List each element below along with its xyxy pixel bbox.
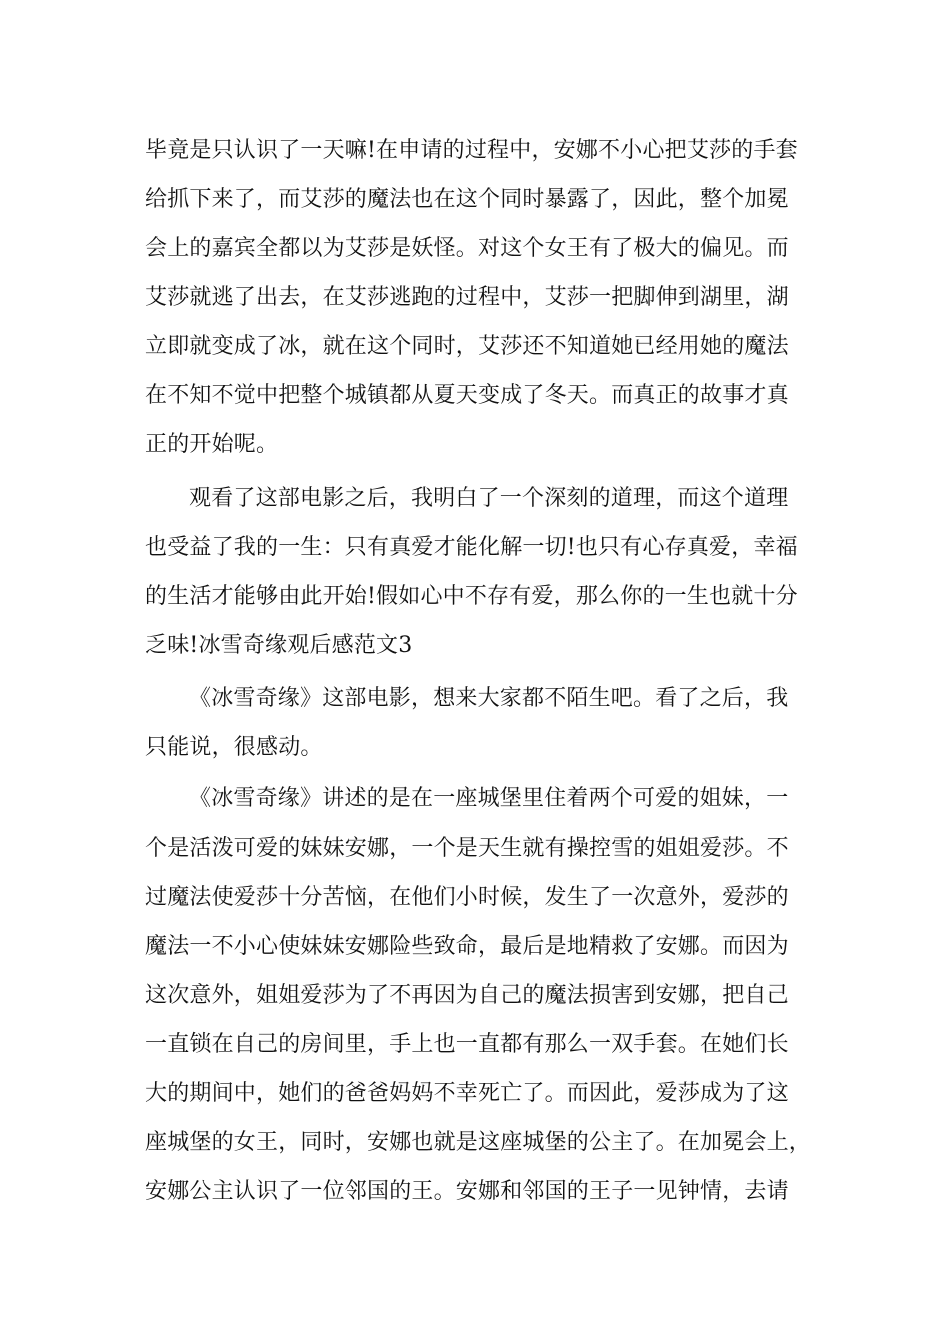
text-line-7: 正的开始呢。 <box>145 432 279 457</box>
text-line-19: 一直锁在自己的房间里，手上也一直都有那么一双手套。在她们长 <box>145 1032 789 1057</box>
text-line-11: 乏味!冰雪奇缘观后感范文3 <box>145 633 413 658</box>
text-line-13: 只能说，很感动。 <box>145 735 323 760</box>
text-line-14: 《冰雪奇缘》讲述的是在一座城堡里住着两个可爱的姐妹，一 <box>189 786 789 811</box>
text-line-1: 毕竟是只认识了一天嘛!在申请的过程中，安娜不小心把艾莎的手套 <box>145 138 798 163</box>
text-line-16: 过魔法使爱莎十分苦恼，在他们小时候，发生了一次意外，爱莎的 <box>145 885 789 910</box>
text-line-5: 立即就变成了冰，就在这个同时，艾莎还不知道她已经用她的魔法 <box>145 334 789 359</box>
text-line-8: 观看了这部电影之后，我明白了一个深刻的道理，而这个道理 <box>189 486 789 511</box>
text-line-10: 的生活才能够由此开始!假如心中不存有爱，那么你的一生也就十分 <box>145 584 798 609</box>
text-line-18: 这次意外，姐姐爱莎为了不再因为自己的魔法损害到安娜，把自己 <box>145 983 789 1008</box>
text-line-6: 在不知不觉中把整个城镇都从夏天变成了冬天。而真正的故事才真 <box>145 383 789 408</box>
text-line-20: 大的期间中，她们的爸爸妈妈不幸死亡了。而因此，爱莎成为了这 <box>145 1081 789 1106</box>
text-line-22: 安娜公主认识了一位邻国的王。安娜和邻国的王子一见钟情，去请 <box>145 1179 789 1204</box>
text-line-15: 个是活泼可爱的妹妹安娜，一个是天生就有操控雪的姐姐爱莎。不 <box>145 836 789 861</box>
text-line-12: 《冰雪奇缘》这部电影，想来大家都不陌生吧。看了之后，我 <box>189 686 789 711</box>
text-line-9: 也受益了我的一生：只有真爱才能化解一切!也只有心存真爱，幸福 <box>145 535 798 560</box>
text-line-17: 魔法一不小心使妹妹安娜险些致命，最后是地精救了安娜。而因为 <box>145 934 789 959</box>
text-line-4: 艾莎就逃了出去，在艾莎逃跑的过程中，艾莎一把脚伸到湖里，湖 <box>145 285 789 310</box>
text-line-21: 座城堡的女王，同时，安娜也就是这座城堡的公主了。在加冕会上， <box>145 1130 812 1155</box>
text-line-2: 给抓下来了，而艾莎的魔法也在这个同时暴露了，因此，整个加冕 <box>145 187 789 212</box>
text-line-3: 会上的嘉宾全都以为艾莎是妖怪。对这个女王有了极大的偏见。而 <box>145 236 789 261</box>
